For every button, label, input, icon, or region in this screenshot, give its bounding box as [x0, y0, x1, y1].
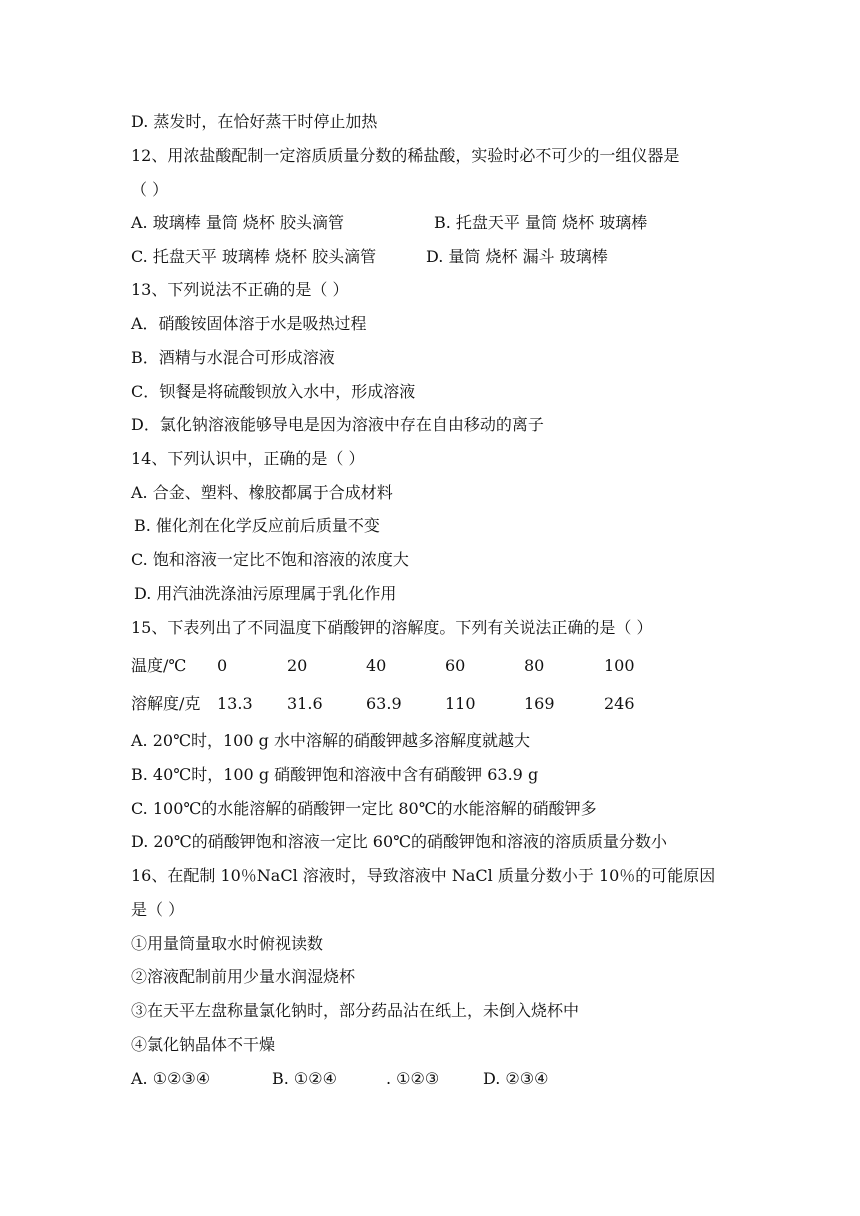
q16-option-c: . ①②③ [386, 1069, 440, 1088]
q16-stem-cont: 是（ ） [131, 900, 185, 919]
table-cell: 60 [445, 656, 466, 675]
table-cell: 100 [604, 656, 635, 675]
q15-option-d: D. 20℃的硝酸钾饱和溶液一定比 60℃的硝酸钾饱和溶液的溶质质量分数小 [131, 832, 668, 851]
q13-option-b: B．酒精与水混合可形成溶液 [131, 348, 335, 367]
table-cell: 20 [287, 656, 308, 675]
q16-item-1: ①用量筒量取水时俯视读数 [131, 934, 324, 953]
q15-option-c: C. 100℃的水能溶解的硝酸钾一定比 80℃的水能溶解的硝酸钾多 [131, 799, 597, 818]
table-row-label: 溶解度/克 [131, 694, 201, 713]
q12-answer-paren: （ ） [131, 180, 169, 199]
q11-option-d: D. 蒸发时，在恰好蒸干时停止加热 [131, 112, 378, 131]
q13-option-a: A．硝酸铵固体溶于水是吸热过程 [131, 314, 367, 333]
table-cell: 246 [604, 694, 635, 713]
table-cell: 80 [524, 656, 545, 675]
q16-option-d: D. ②③④ [483, 1069, 549, 1088]
q15-option-a: A. 20℃时，100 g 水中溶解的硝酸钾越多溶解度就越大 [131, 731, 530, 750]
table-cell: 31.6 [287, 694, 323, 713]
q16-stem: 16、在配制 10％NaCl 溶液时，导致溶液中 NaCl 质量分数小于 10％的可能原因 [131, 866, 716, 885]
q16-item-4: ④氯化钠晶体不干燥 [131, 1035, 276, 1054]
q16-option-a: A. ①②③④ [131, 1069, 211, 1088]
table-row-label: 温度/℃ [131, 656, 187, 675]
q14-stem: 14、下列认识中，正确的是（ ） [131, 449, 365, 468]
table-cell: 110 [445, 694, 476, 713]
q12-option-a: A. 玻璃棒 量筒 烧杯 胶头滴管 [131, 213, 344, 232]
table-cell: 0 [217, 656, 228, 675]
table-cell: 169 [524, 694, 555, 713]
q14-option-b: B. 催化剂在化学反应前后质量不变 [134, 516, 380, 535]
table-cell: 13.3 [217, 694, 253, 713]
q16-item-3: ③在天平左盘称量氯化钠时，部分药品沾在纸上，未倒入烧杯中 [131, 1001, 580, 1020]
q12-option-c: C. 托盘天平 玻璃棒 烧杯 胶头滴管 [131, 247, 377, 266]
q14-option-c: C. 饱和溶液一定比不饱和溶液的浓度大 [131, 550, 409, 569]
q12-stem: 12、用浓盐酸配制一定溶质质量分数的稀盐酸，实验时必不可少的一组仪器是 [131, 146, 680, 165]
q12-option-b: B. 托盘天平 量筒 烧杯 玻璃棒 [434, 213, 648, 232]
q15-stem: 15、下表列出了不同温度下硝酸钾的溶解度。下列有关说法正确的是（ ） [131, 618, 653, 637]
table-cell: 63.9 [366, 694, 402, 713]
q16-option-b: B. ①②④ [272, 1069, 337, 1088]
q14-option-a: A. 合金、塑料、橡胶都属于合成材料 [131, 483, 393, 502]
q15-option-b: B. 40℃时，100 g 硝酸钾饱和溶液中含有硝酸钾 63.9 g [131, 765, 539, 784]
q13-option-d: D．氯化钠溶液能够导电是因为溶液中存在自由移动的离子 [131, 415, 544, 434]
table-cell: 40 [366, 656, 387, 675]
q12-option-d: D. 量筒 烧杯 漏斗 玻璃棒 [426, 247, 608, 266]
q14-option-d: D. 用汽油洗涤油污原理属于乳化作用 [134, 584, 397, 603]
q16-item-2: ②溶液配制前用少量水润湿烧杯 [131, 967, 356, 986]
q13-option-c: C．钡餐是将硫酸钡放入水中，形成溶液 [131, 382, 416, 401]
q13-stem: 13、下列说法不正确的是（ ） [131, 280, 349, 299]
